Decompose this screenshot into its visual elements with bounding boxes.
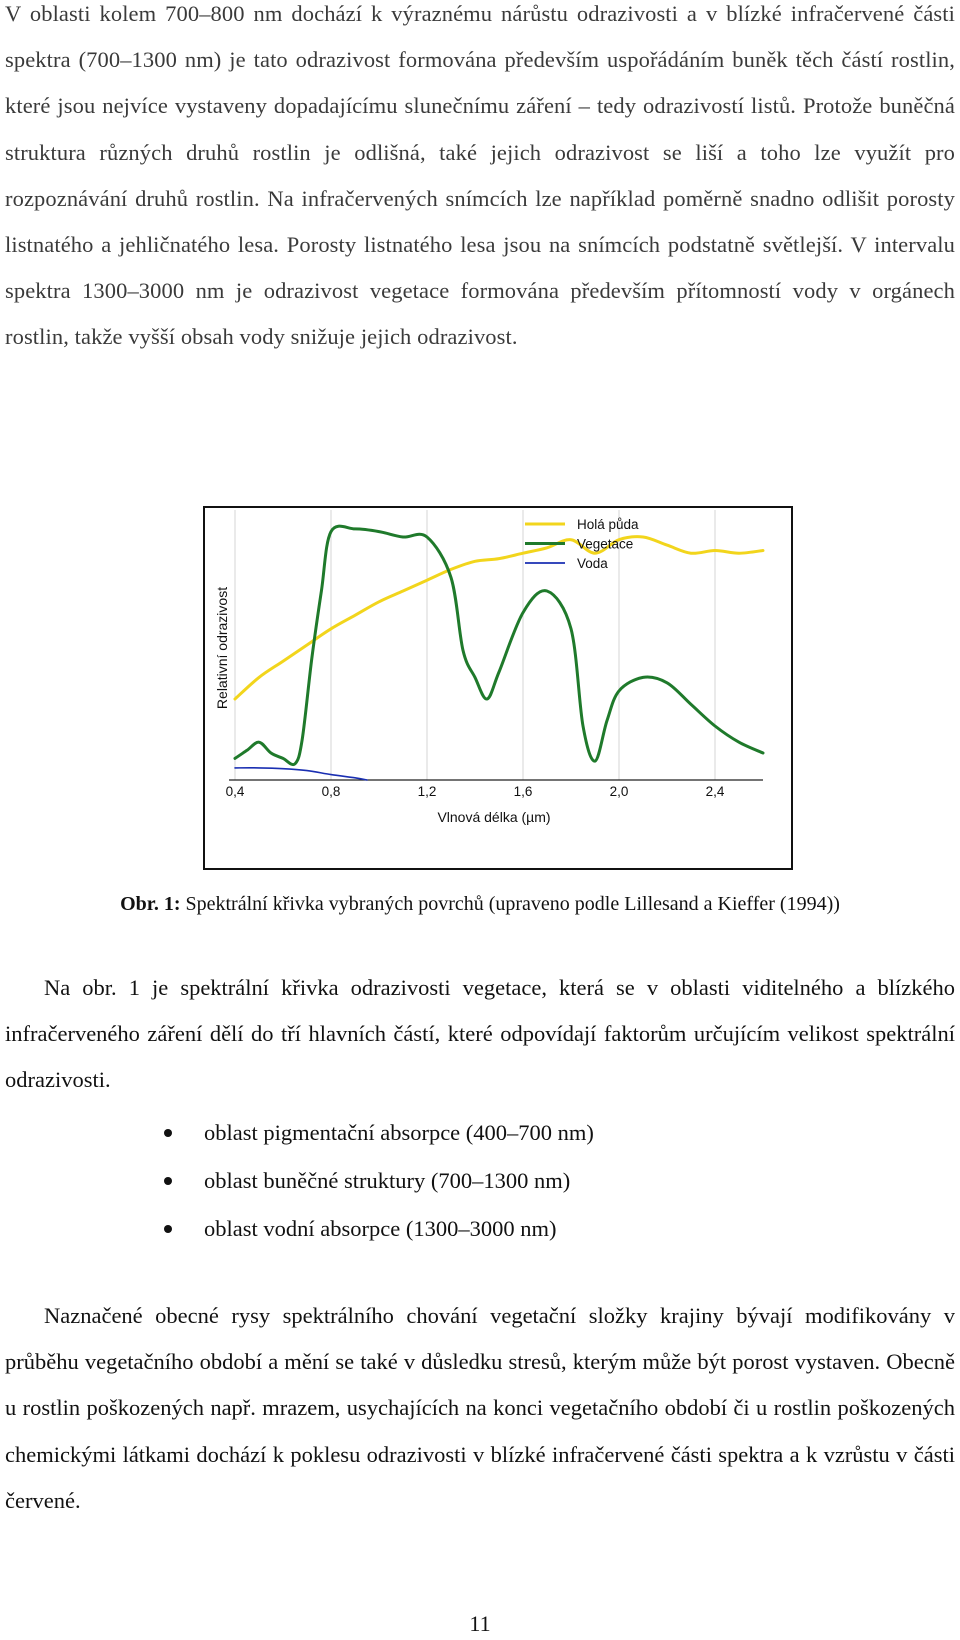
caption-text: Spektrální křivka vybraných povrchů (upraveno podle Lillesand a Kieffer (1994))	[180, 893, 840, 915]
list-item-text: oblast pigmentační absorpce (400–700 nm)	[204, 1120, 594, 1145]
series-line-3	[235, 768, 367, 780]
x-tick-label: 0,8	[321, 784, 341, 799]
x-tick-label: 1,2	[417, 784, 437, 799]
list-item-text: oblast buněčné struktury (700–1300 nm)	[204, 1168, 571, 1193]
list-item	[160, 1157, 594, 1205]
series-line-2	[235, 526, 763, 764]
x-tick-label: 2,0	[609, 784, 629, 799]
bullet-list	[160, 1109, 594, 1253]
x-tick-label: 1,6	[513, 784, 533, 799]
page-number: 11	[469, 1611, 491, 1636]
bullet-icon	[164, 1225, 172, 1233]
spectral-chart	[205, 508, 790, 867]
figure-caption	[0, 891, 960, 917]
list-item	[160, 1205, 594, 1253]
legend-label: Vegetace	[577, 536, 634, 552]
y-axis-label: Relativní odrazivost	[214, 586, 230, 710]
bullet-icon	[164, 1177, 172, 1185]
x-tick-label: 0,4	[225, 784, 245, 799]
x-axis-label: Vlnová délka (µm)	[437, 809, 551, 825]
bullet-icon	[164, 1129, 172, 1137]
paragraph-intro: V oblasti kolem 700–800 nm dochází k výraznému nárůstu odrazivosti a v blízké infračervené části spektra (700–1300 nm) je tato odrazivost formována především uspořádáním buněk těch částí rostlin, které jsou nejvíce vystaveny dopadajícímu slunečnímu záření – tedy odrazivostí listů. Protože buněčná struktura různých druhů rostlin je odlišná, také jejich odrazivost se liší a toho lze využít pro rozpoznávání druhů rostlin. Na infračervených snímcích lze například poměrně snadno odlišit porosty listnatého a jehličnatého lesa. Porosty listnatého lesa jsou na snímcích podstatně světlejší. V intervalu spektra 1300–3000 nm je odrazivost vegetace formována především přítomností vody v orgánech rostlin, takže vyšší obsah vody snižuje jejich odrazivost.	[5, 1, 955, 350]
list-item	[160, 1109, 594, 1157]
x-tick-label: 2,4	[705, 784, 725, 799]
spectral-curve-figure	[203, 506, 793, 870]
legend-label: Voda	[577, 556, 608, 571]
paragraph-conclusion: Naznačené obecné rysy spektrálního chování vegetační složky krajiny bývají modifikovány v průběhu vegetačního období a mění se také v důsledku stresů, kterým může být porost vystaven. Obecně u rostlin poškozených např. mrazem, usychajících na konci vegetačního období či u rostlin poškozených chemickými látkami dochází k poklesu odrazivosti v blízké infračervené části spektra a k vzrůstu v části červené.	[5, 1303, 955, 1513]
paragraph-figure-description: Na obr. 1 je spektrální křivka odrazivosti vegetace, která se v oblasti viditelného a blízkého infračerveného záření dělí do tří hlavních částí, které odpovídají faktorům určujícím velikost spektrální odrazivosti.	[5, 975, 955, 1093]
list-item-text: oblast vodní absorpce (1300–3000 nm)	[204, 1216, 557, 1241]
caption-label: Obr. 1:	[120, 893, 181, 915]
legend-label: Holá půda	[577, 517, 639, 532]
